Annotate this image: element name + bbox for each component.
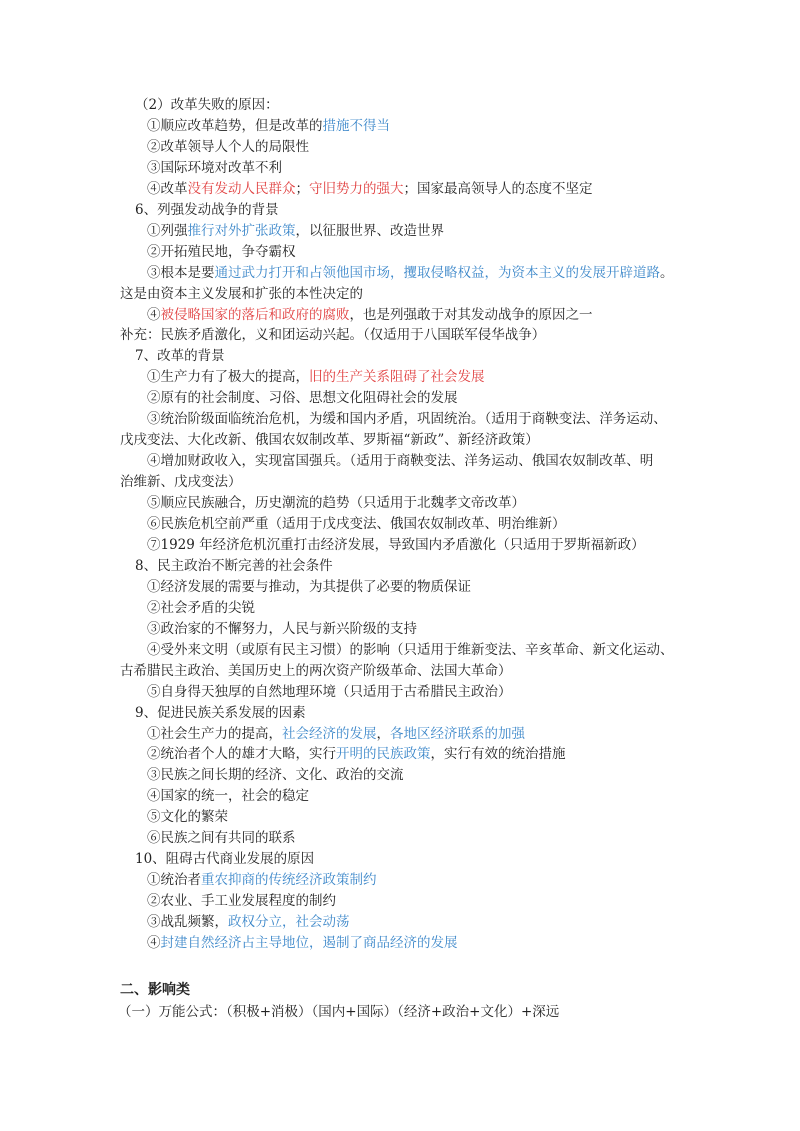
text-segment: ，以征服世界、改造世界 — [295, 222, 444, 239]
text-segment: ③民族之间长期的经济、文化、政治的交流 — [147, 767, 404, 784]
text-segment: ②开拓殖民地，争夺霸权 — [147, 243, 296, 260]
text-segment: ⑤文化的繁荣 — [147, 809, 228, 826]
text-line — [147, 116, 707, 136]
text-segment: ①社会生产力的提高， — [147, 725, 282, 742]
text-line — [147, 912, 707, 932]
highlighted-text: 封建自然经济占主导地位，遏制了商品经济的发展 — [160, 935, 458, 951]
text-line — [147, 891, 707, 911]
highlighted-text: 开明的民族政策 — [336, 746, 431, 763]
text-line — [147, 137, 707, 157]
text-line — [147, 786, 707, 806]
text-line — [147, 682, 707, 702]
text-segment: ；国家最高领导人的态度不坚定 — [403, 180, 593, 197]
text-line — [147, 744, 707, 764]
highlighted-text: 被侵略国家的落后和政府的腐败 — [160, 306, 350, 323]
text-segment: ⑤自身得天独厚的自然地理环境（只适用于古希腊民主政治） — [147, 683, 512, 700]
text-line — [135, 200, 695, 220]
highlighted-text: 推行对外扩张政策 — [187, 222, 296, 239]
text-line — [120, 325, 680, 345]
text-line — [147, 535, 707, 555]
text-segment: 7、改革的背景 — [135, 348, 225, 365]
text-segment: ⑦1929 年经济危机沉重打击经济发展，导致国内矛盾激化（只适用于罗斯福新政） — [147, 536, 645, 553]
text-line — [147, 828, 707, 848]
text-segment: ④增加财政收入，实现富国强兵。（适用于商鞅变法、洋务运动、俄国农奴制改革、明 — [147, 453, 654, 470]
text-line — [120, 472, 680, 492]
text-segment: ③政治家的不懈努力，人民与新兴阶级的支持 — [147, 620, 417, 637]
highlighted-text: 重农抑商的传统经济政策制约 — [201, 872, 377, 889]
formula-line: （一）万能公式：（积极+消极）（国内+国际）（经济+政治+文化）+深远 — [118, 1004, 560, 1020]
text-line — [147, 765, 707, 785]
text-line — [147, 158, 707, 178]
text-line — [147, 242, 707, 262]
text-segment: ④ — [147, 306, 161, 323]
text-line — [147, 367, 707, 387]
text-segment: ①顺应改革趋势，但是改革的 — [147, 117, 323, 134]
text-segment: ②农业、手工业发展程度的制约 — [147, 893, 336, 910]
text-segment: ③战乱频繁， — [147, 914, 228, 931]
text-segment: ②原有的社会制度、习俗、思想文化阻碍社会的发展 — [147, 390, 458, 407]
text-segment: 补充：民族矛盾激化，义和团运动兴起。（仅适用于八国联军侵华战争） — [120, 327, 546, 344]
text-segment: ①统治者 — [147, 872, 201, 889]
text-line — [147, 305, 707, 325]
text-segment: ④受外来文明（或原有民主习惯）的影响（只适用于维新变法、辛亥革命、新文化运动、 — [147, 641, 674, 658]
text-segment: ①生产力有了极大的提高， — [147, 369, 309, 386]
text-line — [147, 451, 707, 471]
text-segment: ②改革领导人个人的局限性 — [147, 138, 309, 155]
text-line — [147, 724, 707, 744]
text-segment: ④国家的统一，社会的稳定 — [147, 788, 309, 805]
text-line — [147, 870, 707, 890]
text-segment: ④ — [147, 935, 161, 951]
highlighted-text: 旧的生产关系阻碍了社会发展 — [309, 369, 485, 386]
text-segment: ⑥民族危机空前严重（适用于戊戌变法、俄国农奴制改革、明治维新） — [147, 516, 566, 532]
text-segment: 10、阻碍古代商业发展的原因 — [135, 851, 315, 868]
text-segment: ④改革 — [147, 180, 188, 197]
text-segment: ②社会矛盾的尖锐 — [147, 599, 255, 616]
text-segment: 。 — [660, 264, 674, 281]
text-line — [147, 640, 707, 660]
text-segment: ③根本是要 — [147, 264, 215, 281]
text-line — [135, 703, 695, 723]
highlighted-text: 社会经济的发展 — [282, 725, 377, 742]
text-segment: ③国际环境对改革不利 — [147, 159, 282, 176]
text-segment: ①经济发展的需要与推动，为其提供了必要的物质保证 — [147, 578, 471, 595]
text-line — [135, 346, 695, 366]
text-line — [147, 933, 707, 953]
text-line — [147, 179, 707, 199]
text-segment: ③统治阶级面临统治危机，为缓和国内矛盾，巩固统治。（适用于商鞅变法、洋务运动、 — [147, 411, 667, 428]
text-line — [147, 807, 707, 827]
text-segment: ； — [295, 180, 309, 197]
text-line — [147, 409, 707, 429]
highlighted-text: 政权分立，社会动荡 — [228, 914, 350, 931]
text-line — [120, 430, 680, 450]
text-line — [135, 556, 695, 576]
text-segment: 9、促进民族关系发展的因素 — [135, 704, 306, 721]
text-line — [120, 661, 680, 681]
highlighted-text: 通过武力打开和占领他国市场，攫取侵略权益，为资本主义的发展开辟道路 — [214, 264, 660, 281]
text-line — [147, 619, 707, 639]
text-segment: 戊戌变法、大化改新、俄国农奴制改革、罗斯福“新政”、新经济政策） — [120, 432, 539, 449]
text-segment: 这是由资本主义发展和扩张的本性决定的 — [120, 285, 363, 302]
text-segment: 8、民主政治不断完善的社会条件 — [135, 557, 333, 574]
text-line — [135, 849, 695, 869]
text-segment: ， — [376, 725, 390, 742]
text-line — [147, 598, 707, 618]
section-heading: 二、影响类 — [120, 982, 190, 998]
text-line — [120, 284, 680, 304]
text-segment: ⑥民族之间有共同的联系 — [147, 830, 296, 847]
text-line — [147, 221, 707, 241]
highlighted-text: 守旧势力的强大 — [309, 180, 404, 197]
text-segment: 古希腊民主政治、美国历史上的两次资产阶级革命、法国大革命） — [120, 662, 512, 679]
text-segment: ，也是列强敢于对其发动战争的原因之一 — [349, 306, 593, 323]
highlighted-text: 措施不得当 — [322, 117, 390, 134]
text-segment: 治维新、戊戌变法） — [120, 474, 242, 491]
text-segment: （2）改革失败的原因： — [135, 97, 279, 113]
text-line — [147, 388, 707, 408]
text-segment: ②统治者个人的雄才大略，实行 — [147, 746, 336, 763]
highlighted-text: 各地区经济联系的加强 — [390, 725, 525, 742]
highlighted-text: 没有发动人民群众 — [187, 180, 296, 197]
text-segment: ⑤顺应民族融合，历史潮流的趋势（只适用于北魏孝文帝改革） — [147, 495, 525, 512]
text-segment: 6、列强发动战争的背景 — [135, 201, 279, 218]
text-line — [147, 577, 707, 597]
text-segment: ，实行有效的统治措施 — [430, 746, 566, 763]
text-line — [147, 514, 707, 534]
text-line — [147, 493, 707, 513]
text-line — [135, 95, 695, 115]
text-line — [147, 263, 707, 283]
text-segment: ①列强 — [147, 222, 188, 239]
